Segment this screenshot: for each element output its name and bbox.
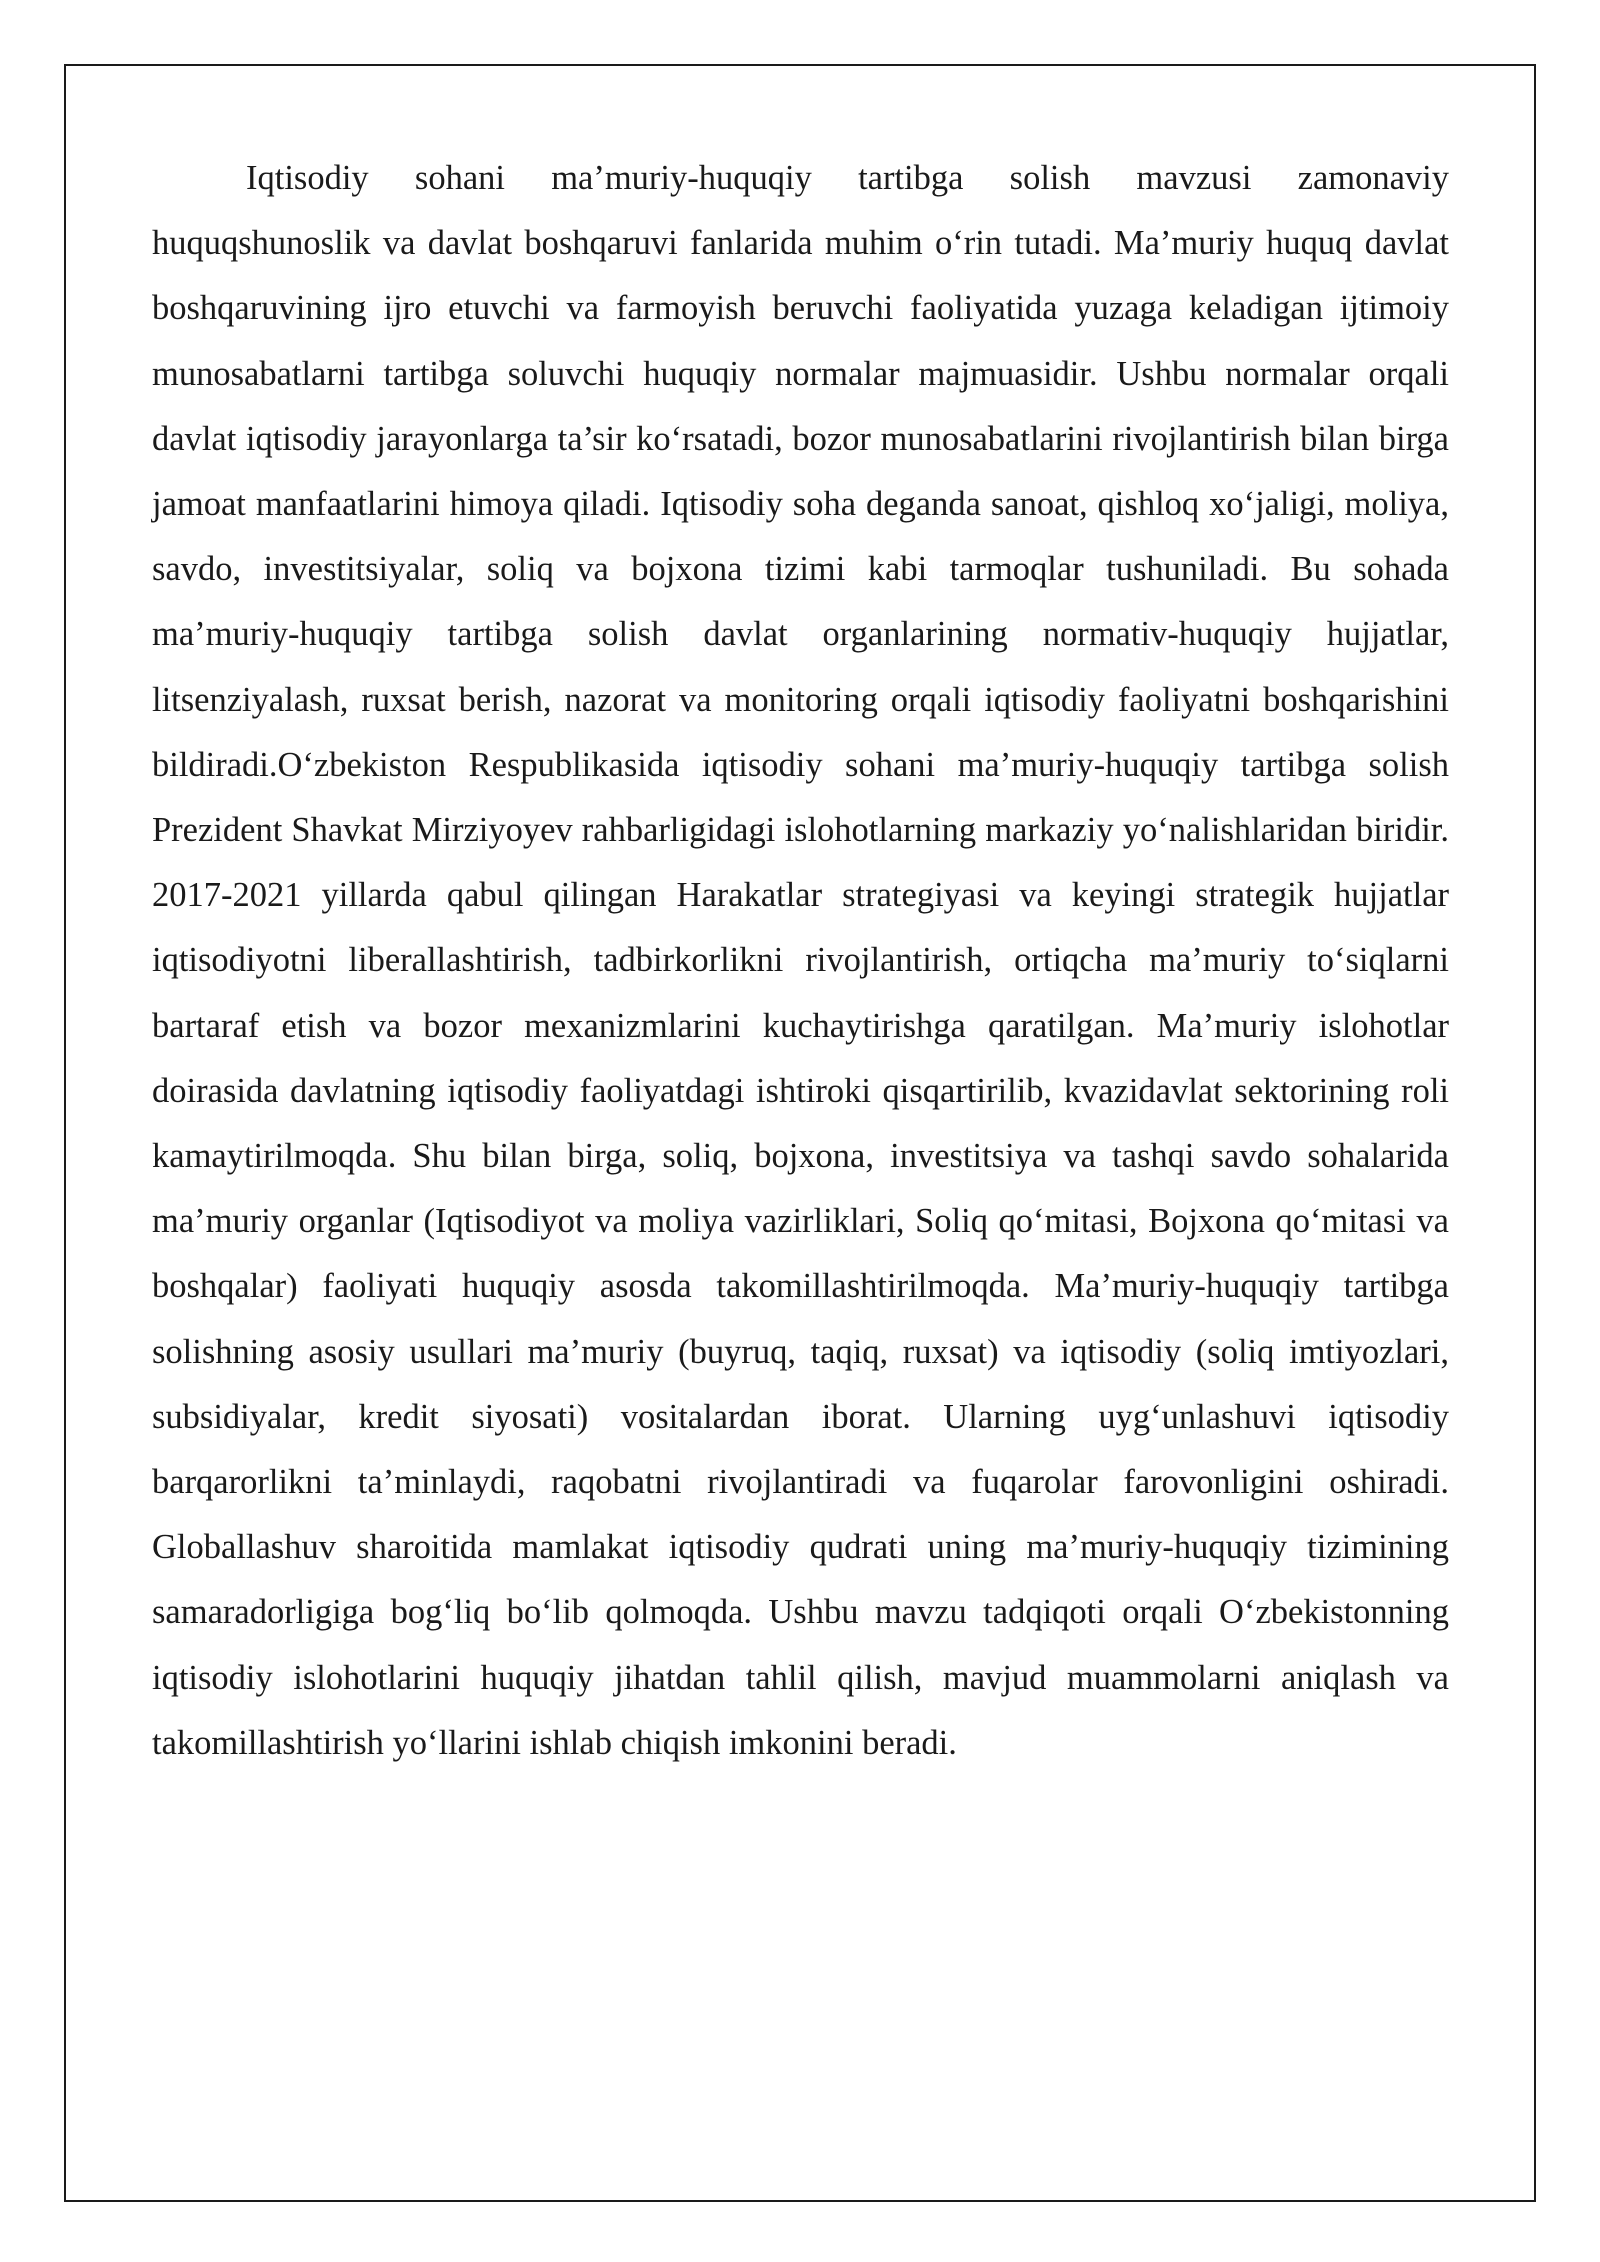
body-paragraph: Iqtisodiy sohani ma’muriy-huquqiy tartibga solish mavzusi zamonaviy huquqshunoslik va davlat boshqaruvi fanlarida muhim o‘rin tutadi. Ma’muriy huquq davlat boshqaruvining ijro etuvchi va farmoyish beruvchi faoliyatida yuzaga keladigan ijtimoiy munosabatlarni tartibga soluvchi huquqiy normalar majmuasidir. Ushbu normalar orqali davlat iqtisodiy jarayonlarga ta’sir ko‘rsatadi, bozor munosabatlarini rivojlantirish bilan birga jamoat manfaatlarini himoya qiladi. Iqtisodiy soha deganda sanoat, qishloq xo‘jaligi, moliya, savdo, investitsiyalar, soliq va bojxona tizimi kabi tarmoqlar tushuniladi. Bu sohada ma’muriy-huquqiy tartibga solish davlat organlarining normativ-huquqiy hujjatlar, litsenziyalash, ruxsat berish, nazorat va monitoring orqali iqtisodiy faoliyatni boshqarishini bildiradi.O‘zbekiston Respublikasida iqtisodiy sohani ma’muriy-huquqiy tartibga solish Prezident Shavkat Mirziyoyev rahbarligidagi islohotlarning markaziy yo‘nalishlaridan biridir. 2017-2021 yillarda qabul qilingan Harakatlar strategiyasi va keyingi strategik hujjatlar iqtisodiyotni liberallashtirish, tadbirkorlikni rivojlantirish, ortiqcha ma’muriy to‘siqlarni bartaraf etish va bozor mexanizmlarini kuchaytirishga qaratilgan. Ma’muriy islohotlar doirasida davlatning iqtisodiy faoliyatdagi ishtiroki qisqartirilib, kvazidavlat sektorining roli kamaytirilmoqda. Shu bilan birga, soliq, bojxona, investitsiya va tashqi savdo sohalarida ma’muriy organlar (Iqtisodiyot va moliya vazirliklari, Soliq qo‘mitasi, Bojxona qo‘mitasi va boshqalar) faoliyati huquqiy asosda takomillashtirilmoqda. Ma’muriy-huquqiy tartibga solishning asosiy usullari ma’muriy (buyruq, taqiq, ruxsat) va iqtisodiy (soliq imtiyozlari, subsidiyalar, kredit siyosati) vositalardan iborat. Ularning uyg‘unlashuvi iqtisodiy barqarorlikni ta’minlaydi, raqobatni rivojlantiradi va fuqarolar farovonligini oshiradi. Globallashuv sharoitida mamlakat iqtisodiy qudrati uning ma’muriy-huquqiy tizimining samaradorligiga bog‘liq bo‘lib qolmoqda. Ushbu mavzu tadqiqoti orqali O‘zbekistonning iqtisodiy islohotlarini huquqiy jihatdan tahlil qilish, mavjud muammolarni aniqlash va takomillashtirish yo‘llarini ishlab chiqish imkonini beradi. [152, 159, 1449, 1762]
